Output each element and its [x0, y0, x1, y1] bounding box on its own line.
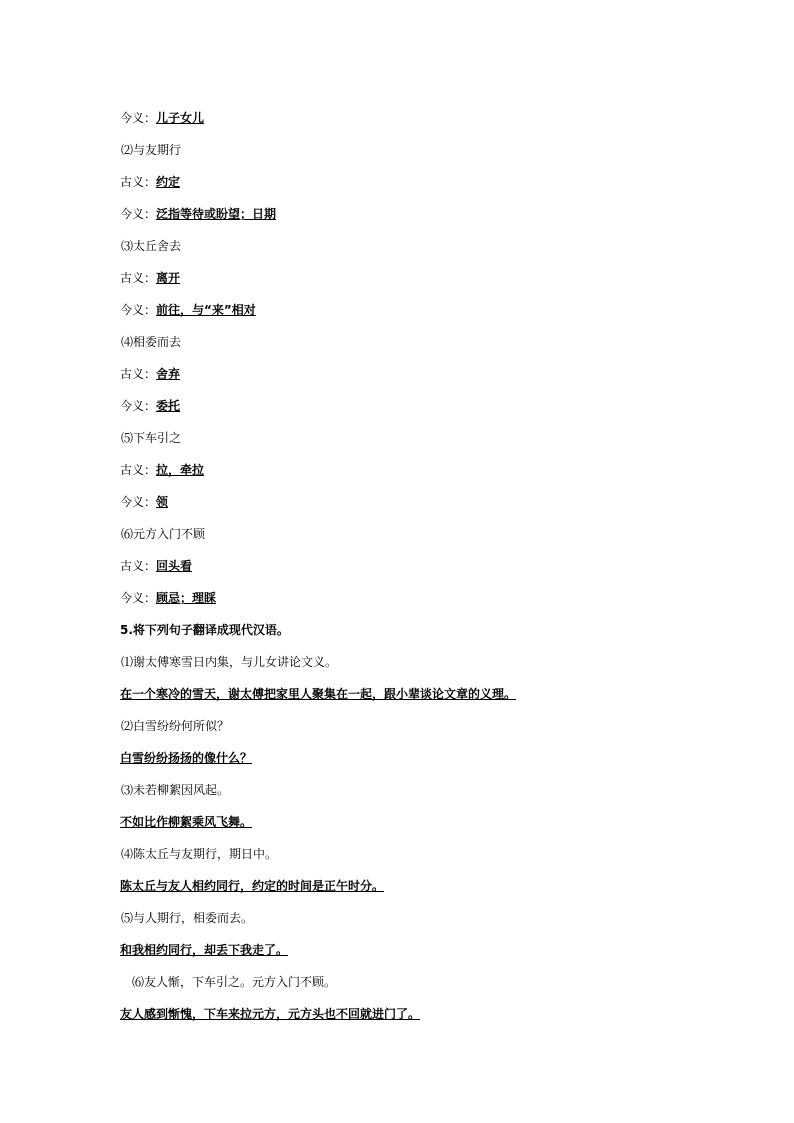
definition-label: 古义：: [120, 559, 157, 573]
translation-answer: [120, 878, 384, 894]
question-text: ⑸下车引之: [121, 431, 182, 445]
question-line: [121, 846, 277, 862]
question-text: ⑷陈太丘与友期行，期日中。: [121, 847, 278, 861]
question-line: [121, 142, 181, 158]
translation-answer: [120, 750, 252, 766]
definition-answer: 约定: [156, 175, 181, 189]
translation-answer: [120, 814, 252, 830]
definition-answer: 领: [156, 495, 169, 509]
definition-line: [120, 462, 204, 478]
translation-answer: [120, 1006, 420, 1022]
question-text: ⑸与人期行，相委而去。: [121, 911, 254, 925]
question-line: [121, 910, 253, 926]
definition-line: [120, 206, 276, 222]
question-line: [132, 974, 336, 990]
definition-line: [120, 270, 180, 286]
definition-label: 今义：: [120, 303, 157, 317]
definition-line: [120, 366, 180, 382]
question-text: ⑶未若柳絮因风起。: [121, 783, 230, 797]
definition-line: [120, 302, 256, 318]
definition-label: 古义：: [120, 271, 157, 285]
translation-text: 白雪纷纷扬扬的像什么？: [120, 751, 253, 765]
question-line: [121, 654, 337, 670]
translation-text: 友人感到惭愧，下车来拉元方，元方头也不回就进门了。: [120, 1007, 421, 1021]
definition-line: [120, 590, 216, 606]
translation-text: 陈太丘与友人相约同行，约定的时间是正午时分。: [120, 879, 385, 893]
translation-text: 和我相约同行，却丢下我走了。: [120, 943, 289, 957]
definition-answer: 泛指等待或盼望；日期: [156, 207, 277, 221]
question-text: ⑵白雪纷纷何所似？: [121, 719, 230, 733]
definition-label: 今义：: [120, 495, 157, 509]
definition-line: [120, 110, 204, 126]
definition-line: [120, 558, 192, 574]
question-line: [121, 526, 205, 542]
section-heading: [120, 622, 289, 638]
question-text: ⑵与友期行: [121, 143, 182, 157]
translation-text: 不如比作柳絮乘风飞舞。: [120, 815, 253, 829]
definition-answer: 顾忌；理睬: [156, 591, 217, 605]
definition-answer: 拉，牵拉: [156, 463, 205, 477]
definition-answer: 前往，与“来”相对: [156, 303, 256, 317]
definition-line: [120, 494, 168, 510]
definition-label: 古义：: [120, 463, 157, 477]
definition-label: 今义：: [120, 399, 157, 413]
definition-answer: 委托: [156, 399, 181, 413]
question-text: ⑶太丘舍去: [121, 239, 182, 253]
question-text: ⑷相委而去: [121, 335, 182, 349]
question-text: ⑴谢太傅寒雪日内集，与儿女讲论文义。: [121, 655, 338, 669]
question-text: ⑹元方入门不顾: [121, 527, 206, 541]
translation-answer: [120, 942, 288, 958]
definition-answer: 舍弃: [156, 367, 181, 381]
question-text: ⑹友人惭，下车引之。元方入门不顾。: [132, 975, 337, 989]
question-line: [121, 238, 181, 254]
definition-answer: 回头看: [156, 559, 193, 573]
question-line: [121, 430, 181, 446]
definition-answer: 儿子女儿: [156, 111, 205, 125]
definition-label: 古义：: [120, 175, 157, 189]
translation-text: 在一个寒冷的雪天，谢太傅把家里人聚集在一起，跟小辈谈论文章的义理。: [120, 687, 517, 701]
definition-label: 今义：: [120, 591, 157, 605]
definition-answer: 离开: [156, 271, 181, 285]
definition-label: 今义：: [120, 111, 157, 125]
question-line: [121, 334, 181, 350]
heading-text: 5.将下列句子翻译成现代汉语。: [120, 623, 289, 637]
definition-line: [120, 174, 180, 190]
question-line: [121, 718, 229, 734]
definition-label: 今义：: [120, 207, 157, 221]
definition-label: 古义：: [120, 367, 157, 381]
definition-line: [120, 398, 180, 414]
question-line: [121, 782, 229, 798]
translation-answer: [120, 686, 516, 702]
